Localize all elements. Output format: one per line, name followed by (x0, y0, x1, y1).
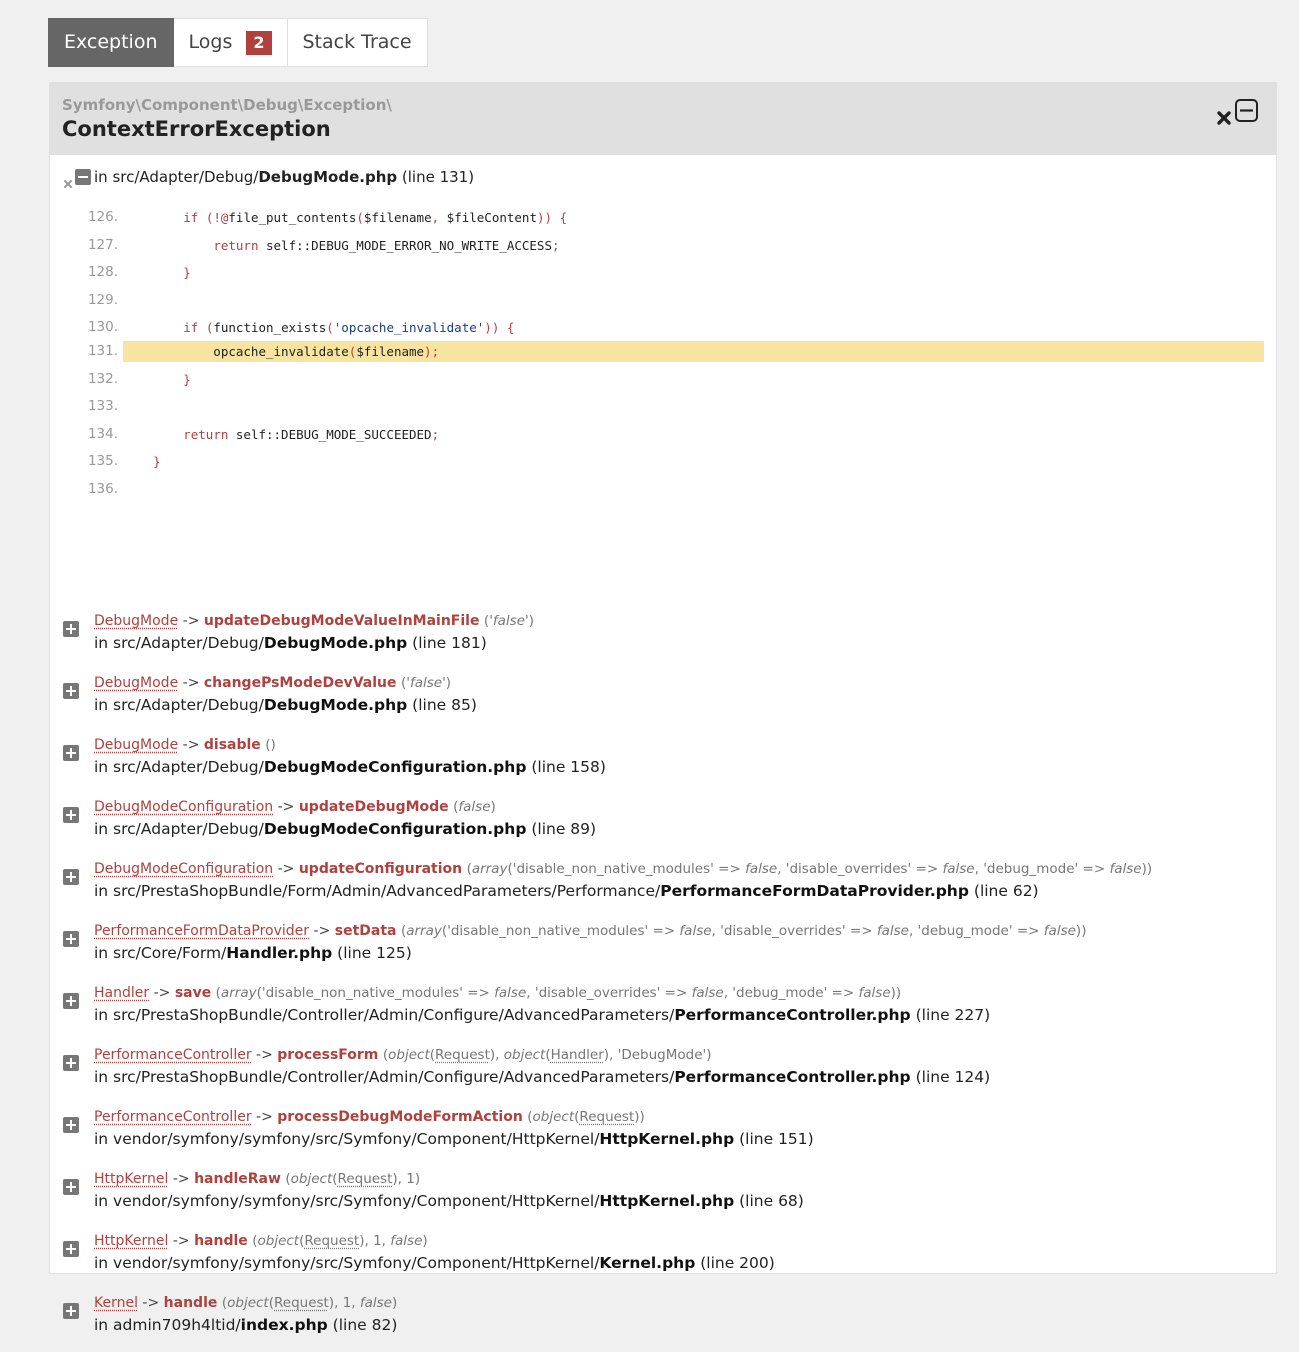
frame-line: (line 85) (412, 696, 477, 714)
frame-args: (object(Request), 1) (285, 1171, 421, 1187)
minus-box-icon[interactable] (74, 168, 92, 186)
frame-args: (false) (453, 799, 496, 815)
code-line (50, 290, 1276, 311)
frame-class[interactable]: DebugMode (94, 675, 179, 691)
frame-call (94, 1295, 397, 1311)
code-line (50, 479, 1276, 500)
code-line (50, 207, 1276, 228)
expand-plus-icon[interactable] (63, 1179, 79, 1195)
frame-file: DebugModeConfiguration.php (263, 820, 527, 838)
frame-location (94, 1254, 775, 1272)
frame-line: (line 62) (973, 882, 1039, 900)
frame-class[interactable]: PerformanceController (94, 1109, 252, 1125)
frame-line: (line 82) (332, 1316, 398, 1334)
line-number: 133. (87, 398, 118, 414)
call-arrow: -> (251, 1109, 278, 1125)
frame-call (94, 675, 451, 691)
stack-frame (50, 613, 1276, 663)
exception-namespace: Symfony\Component\Debug\Exception\ (62, 96, 392, 114)
stack-frame (50, 861, 1276, 911)
frame-function: handle (163, 1295, 218, 1311)
frame-function: save (174, 985, 212, 1001)
logs-count-badge: 2 (246, 31, 271, 55)
frame-call (94, 1109, 645, 1125)
call-arrow: -> (178, 675, 204, 691)
frame-file: PerformanceFormDataProvider.php (660, 882, 969, 900)
frame-class[interactable]: DebugMode (94, 737, 179, 753)
frame-line: (line 200) (700, 1254, 775, 1272)
frame-file: DebugModeConfiguration.php (263, 758, 527, 776)
frame-path-prefix: in src/Adapter/Debug/ (94, 696, 264, 714)
collapse-icon[interactable] (1234, 98, 1260, 124)
code-line (50, 262, 1276, 283)
frame-path-prefix: in vendor/symfony/symfony/src/Symfony/Component/HttpKernel/ (94, 1254, 600, 1272)
line-number: 135. (87, 453, 118, 469)
code-line (50, 317, 1276, 338)
frame-class[interactable]: HttpKernel (94, 1171, 169, 1187)
expand-plus-icon[interactable] (63, 931, 79, 947)
frame-file: Kernel.php (599, 1254, 696, 1272)
frame-args: (object(Request), 1, false) (252, 1233, 428, 1249)
expand-plus-icon[interactable] (63, 745, 79, 761)
frame-line: (line 181) (412, 634, 487, 652)
frame-class[interactable]: PerformanceFormDataProvider (94, 923, 310, 939)
frame-line: (line 125) (337, 944, 412, 962)
call-arrow: -> (168, 1233, 195, 1249)
expand-plus-icon[interactable] (63, 1241, 79, 1257)
frame-function: updateConfiguration (298, 861, 463, 877)
close-icon[interactable] (1214, 108, 1234, 128)
stack-frame (50, 1047, 1276, 1097)
frame-function: setData (334, 923, 397, 939)
frame-location (94, 820, 596, 838)
expand-plus-icon[interactable] (63, 1117, 79, 1133)
frame-location (94, 944, 412, 962)
frame-call (94, 613, 534, 629)
frame-class[interactable]: DebugModeConfiguration (94, 861, 274, 877)
code-text: return self::DEBUG_MODE_SUCCEEDED; (183, 427, 440, 442)
frame-line: (line 131) (401, 168, 475, 186)
frame-args: (object(Request), object(Handler), 'DebugMode') (382, 1047, 712, 1063)
frame-args: (array('disable_non_native_modules' => false, 'disable_overrides' => false, 'debug_mode' => false)) (215, 985, 902, 1001)
frame-class[interactable]: HttpKernel (94, 1233, 169, 1249)
frame-function: processForm (277, 1047, 379, 1063)
code-line (50, 235, 1276, 256)
tab-label: Exception (64, 31, 158, 53)
line-number: 130. (87, 319, 118, 335)
frame-call (94, 1233, 428, 1249)
frame-call (94, 985, 901, 1001)
frame-file: PerformanceController.php (674, 1068, 911, 1086)
stack-frame (50, 923, 1276, 973)
header-toggle[interactable] (1214, 98, 1260, 124)
stack-frame (50, 1295, 1276, 1345)
frame-path-prefix: in vendor/symfony/symfony/src/Symfony/Component/HttpKernel/ (94, 1192, 600, 1210)
stack-frame (50, 1109, 1276, 1159)
code-text: } (183, 372, 191, 387)
frame-path-prefix: in src/Adapter/Debug/ (94, 820, 264, 838)
code-text: } (183, 265, 191, 280)
frame-file: HttpKernel.php (599, 1192, 735, 1210)
expand-plus-icon[interactable] (63, 683, 79, 699)
frame-file: HttpKernel.php (599, 1130, 735, 1148)
expand-plus-icon[interactable] (63, 869, 79, 885)
current-frame-location (62, 168, 474, 186)
frame-args: () (265, 737, 276, 753)
frame-args: ('false') (483, 613, 535, 629)
frame-line: (line 124) (915, 1068, 991, 1086)
exception-panel (49, 82, 1277, 1334)
frame-class[interactable]: Kernel (94, 1295, 138, 1311)
close-icon[interactable] (62, 178, 74, 190)
code-text (123, 479, 1264, 500)
frame-toggle[interactable] (62, 168, 94, 186)
frame-file: index.php (240, 1316, 328, 1334)
frame-line: (line 227) (915, 1006, 991, 1024)
stack-frame (50, 675, 1276, 725)
frame-args: ('false') (400, 675, 452, 691)
frame-path-prefix: in src/Core/Form/ (94, 944, 227, 962)
tab-label: Stack Trace (302, 31, 412, 53)
call-arrow: -> (251, 1047, 278, 1063)
frame-file: DebugMode.php (263, 634, 408, 652)
frame-file: PerformanceController.php (674, 1006, 911, 1024)
stack-frame (50, 985, 1276, 1035)
call-arrow: -> (168, 1171, 195, 1187)
code-text (123, 290, 1264, 311)
frame-line: (line 158) (531, 758, 606, 776)
stack-frame (50, 799, 1276, 849)
code-line (50, 451, 1276, 472)
frame-function: handleRaw (194, 1171, 281, 1187)
frame-path-prefix: in src/Adapter/Debug/ (94, 168, 259, 186)
frame-location (94, 1130, 814, 1148)
frame-args: (object(Request), 1, false) (221, 1295, 398, 1311)
frame-call (94, 1171, 420, 1187)
frame-line: (line 68) (739, 1192, 804, 1210)
expand-plus-icon[interactable] (63, 621, 79, 637)
line-number: 136. (87, 481, 118, 497)
frame-location (94, 1192, 804, 1210)
frame-function: updateDebugModeValueInMainFile (203, 613, 480, 629)
frame-location (94, 758, 606, 776)
line-number: 128. (87, 264, 118, 280)
code-text: if (function_exists('opcache_invalidate')) { (183, 320, 515, 335)
tab-bar (48, 18, 428, 67)
frame-path-prefix: in src/PrestaShopBundle/Controller/Admin/Configure/AdvancedParameters/ (94, 1006, 675, 1024)
frame-line: (line 89) (531, 820, 597, 838)
code-line (50, 369, 1276, 390)
line-number: 127. (87, 237, 118, 253)
frame-call (94, 737, 276, 753)
expand-plus-icon[interactable] (63, 1303, 79, 1319)
frame-call (94, 1047, 712, 1063)
frame-args: (object(Request)) (527, 1109, 645, 1125)
stack-frame (50, 1171, 1276, 1221)
exception-class: ContextErrorException (62, 117, 331, 141)
call-arrow: -> (273, 861, 299, 877)
code-line (50, 396, 1276, 417)
frame-function: disable (203, 737, 261, 753)
expand-plus-icon[interactable] (63, 1055, 79, 1071)
line-number: 131. (87, 343, 118, 359)
tab-label: Logs (188, 31, 233, 53)
frame-file: DebugMode.php (258, 168, 398, 186)
frame-location (94, 882, 1039, 900)
frame-path-prefix: in admin709h4ltid/ (94, 1316, 241, 1334)
frame-call (94, 861, 1152, 877)
tab-exception[interactable] (48, 18, 174, 67)
frame-location (94, 1068, 990, 1086)
frame-function: handle (194, 1233, 248, 1249)
stack-frame (50, 1233, 1276, 1283)
code-line (50, 424, 1276, 445)
frame-location (94, 634, 487, 652)
call-arrow: -> (137, 1295, 164, 1311)
line-number: 134. (87, 426, 118, 442)
line-number: 129. (87, 292, 118, 308)
frame-path-prefix: in src/PrestaShopBundle/Controller/Admin/Configure/AdvancedParameters/ (94, 1068, 675, 1086)
frame-location (94, 1316, 397, 1334)
code-text (123, 396, 1264, 417)
frame-call (94, 799, 496, 815)
code-text: if (!@file_put_contents($filename, $fileContent)) { (183, 210, 568, 225)
frame-path-prefix: in src/PrestaShopBundle/Form/Admin/AdvancedParameters/Performance/ (94, 882, 661, 900)
frame-class[interactable]: DebugModeConfiguration (94, 799, 274, 815)
call-arrow: -> (149, 985, 175, 1001)
exception-header (50, 83, 1276, 155)
frame-location (94, 696, 477, 714)
frame-file: DebugMode.php (263, 696, 408, 714)
call-arrow: -> (178, 613, 204, 629)
frame-args: (array('disable_non_native_modules' => false, 'disable_overrides' => false, 'debug_mode' => false)) (400, 923, 1087, 939)
frame-call (94, 923, 1086, 939)
frame-path-prefix: in src/Adapter/Debug/ (94, 758, 264, 776)
frame-line: (line 151) (739, 1130, 814, 1148)
line-number: 132. (87, 371, 118, 387)
frame-path-prefix: in src/Adapter/Debug/ (94, 634, 264, 652)
code-text: opcache_invalidate($filename); (123, 341, 1264, 362)
frame-location (94, 1006, 990, 1024)
code-line-highlighted (50, 341, 1276, 362)
expand-plus-icon[interactable] (63, 993, 79, 1009)
tab-logs[interactable] (174, 18, 288, 67)
line-number: 126. (87, 209, 118, 225)
stack-frame (50, 737, 1276, 787)
code-text: return self::DEBUG_MODE_ERROR_NO_WRITE_ACCESS; (213, 238, 560, 253)
call-arrow: -> (309, 923, 335, 939)
call-arrow: -> (178, 737, 204, 753)
frame-function: changePsModeDevValue (203, 675, 397, 691)
frame-path-prefix: in vendor/symfony/symfony/src/Symfony/Component/HttpKernel/ (94, 1130, 600, 1148)
expand-plus-icon[interactable] (63, 807, 79, 823)
tab-stack-trace[interactable] (288, 18, 428, 67)
frame-class[interactable]: DebugMode (94, 613, 179, 629)
frame-class[interactable]: Handler (94, 985, 150, 1001)
frame-function: updateDebugMode (298, 799, 449, 815)
frame-args: (array('disable_non_native_modules' => false, 'disable_overrides' => false, 'debug_mode' => false)) (466, 861, 1153, 877)
call-arrow: -> (273, 799, 299, 815)
frame-class[interactable]: PerformanceController (94, 1047, 252, 1063)
code-text: } (153, 454, 161, 469)
frame-function: processDebugModeFormAction (277, 1109, 523, 1125)
frame-file: Handler.php (226, 944, 333, 962)
